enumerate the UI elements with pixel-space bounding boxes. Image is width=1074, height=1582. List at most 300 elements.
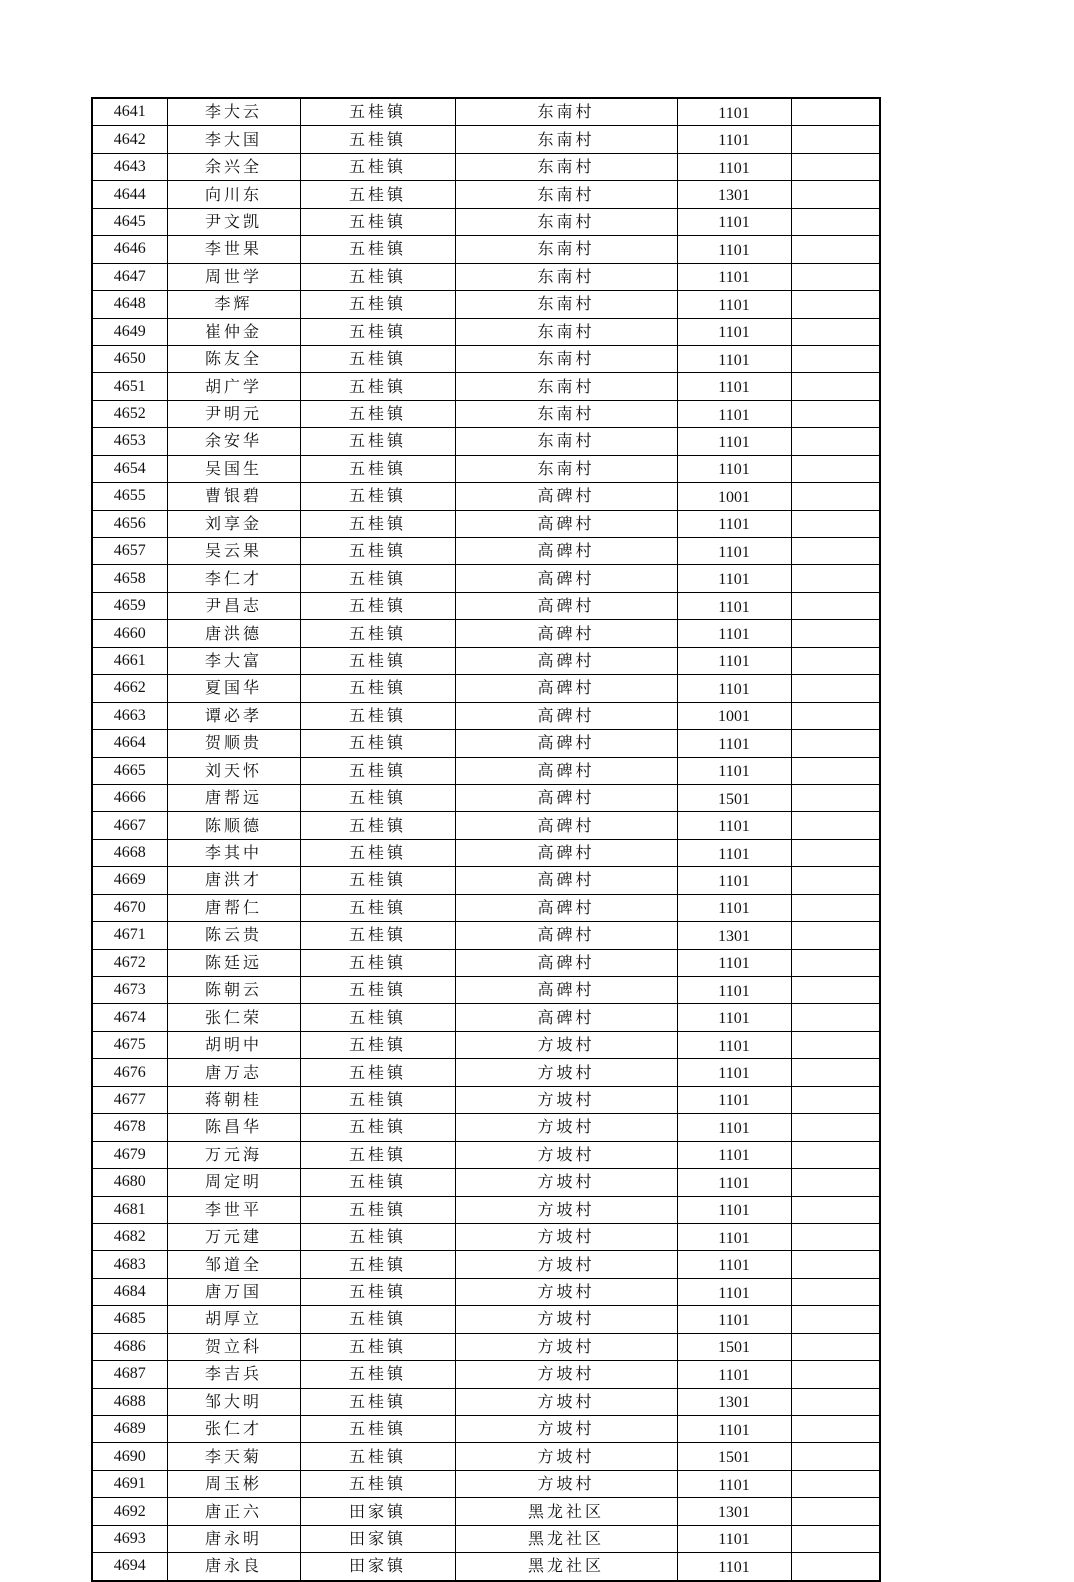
name-cell: 周世学 <box>167 263 300 290</box>
serial-number-cell: 4686 <box>92 1333 167 1360</box>
remark-cell <box>791 318 880 345</box>
town-cell: 五桂镇 <box>300 1086 455 1113</box>
name-cell: 唐正六 <box>167 1498 300 1525</box>
remark-cell <box>791 730 880 757</box>
serial-number-cell: 4694 <box>92 1553 167 1581</box>
name-cell: 向川东 <box>167 181 300 208</box>
code-cell: 1101 <box>677 1223 791 1250</box>
code-cell: 1101 <box>677 1031 791 1058</box>
town-cell: 五桂镇 <box>300 867 455 894</box>
name-cell: 蒋朝桂 <box>167 1086 300 1113</box>
serial-number-cell: 4682 <box>92 1223 167 1250</box>
name-cell: 刘享金 <box>167 510 300 537</box>
village-cell: 方坡村 <box>455 1223 677 1250</box>
code-cell: 1101 <box>677 1169 791 1196</box>
code-cell: 1101 <box>677 1086 791 1113</box>
serial-number-cell: 4690 <box>92 1443 167 1470</box>
code-cell: 1001 <box>677 483 791 510</box>
name-cell: 吴云果 <box>167 538 300 565</box>
town-cell: 五桂镇 <box>300 1278 455 1305</box>
name-cell: 陈顺德 <box>167 812 300 839</box>
town-cell: 五桂镇 <box>300 98 455 126</box>
village-cell: 方坡村 <box>455 1333 677 1360</box>
table-row <box>92 126 880 153</box>
name-cell: 陈友全 <box>167 345 300 372</box>
village-cell: 高碑村 <box>455 730 677 757</box>
code-cell: 1101 <box>677 538 791 565</box>
code-cell: 1101 <box>677 867 791 894</box>
serial-number-cell: 4689 <box>92 1416 167 1443</box>
code-cell: 1101 <box>677 400 791 427</box>
town-cell: 五桂镇 <box>300 922 455 949</box>
table-row <box>92 784 880 811</box>
village-cell: 高碑村 <box>455 812 677 839</box>
name-cell: 陈廷远 <box>167 949 300 976</box>
table-row <box>92 1223 880 1250</box>
town-cell: 五桂镇 <box>300 126 455 153</box>
town-cell: 五桂镇 <box>300 647 455 674</box>
code-cell: 1101 <box>677 1004 791 1031</box>
code-cell: 1101 <box>677 1525 791 1552</box>
serial-number-cell: 4671 <box>92 922 167 949</box>
village-cell: 方坡村 <box>455 1086 677 1113</box>
town-cell: 五桂镇 <box>300 1223 455 1250</box>
town-cell: 五桂镇 <box>300 949 455 976</box>
town-cell: 五桂镇 <box>300 784 455 811</box>
serial-number-cell: 4645 <box>92 208 167 235</box>
town-cell: 五桂镇 <box>300 291 455 318</box>
town-cell: 五桂镇 <box>300 510 455 537</box>
code-cell: 1101 <box>677 1416 791 1443</box>
remark-cell <box>791 1251 880 1278</box>
village-cell: 东南村 <box>455 208 677 235</box>
town-cell: 五桂镇 <box>300 894 455 921</box>
serial-number-cell: 4652 <box>92 400 167 427</box>
table-row <box>92 1278 880 1305</box>
village-cell: 高碑村 <box>455 702 677 729</box>
town-cell: 五桂镇 <box>300 1470 455 1497</box>
remark-cell <box>791 1553 880 1581</box>
town-cell: 五桂镇 <box>300 181 455 208</box>
code-cell: 1301 <box>677 181 791 208</box>
code-cell: 1301 <box>677 1388 791 1415</box>
village-cell: 东南村 <box>455 455 677 482</box>
serial-number-cell: 4657 <box>92 538 167 565</box>
name-cell: 张仁荣 <box>167 1004 300 1031</box>
remark-cell <box>791 922 880 949</box>
town-cell: 五桂镇 <box>300 1169 455 1196</box>
village-cell: 方坡村 <box>455 1169 677 1196</box>
serial-number-cell: 4666 <box>92 784 167 811</box>
remark-cell <box>791 373 880 400</box>
name-cell: 陈朝云 <box>167 977 300 1004</box>
table-row <box>92 483 880 510</box>
name-cell: 吴国生 <box>167 455 300 482</box>
remark-cell <box>791 647 880 674</box>
village-cell: 东南村 <box>455 318 677 345</box>
code-cell: 1101 <box>677 1470 791 1497</box>
village-cell: 方坡村 <box>455 1306 677 1333</box>
serial-number-cell: 4663 <box>92 702 167 729</box>
serial-number-cell: 4641 <box>92 98 167 126</box>
town-cell: 五桂镇 <box>300 236 455 263</box>
town-cell: 田家镇 <box>300 1553 455 1581</box>
remark-cell <box>791 400 880 427</box>
serial-number-cell: 4654 <box>92 455 167 482</box>
village-cell: 高碑村 <box>455 949 677 976</box>
town-cell: 五桂镇 <box>300 153 455 180</box>
name-cell: 余兴全 <box>167 153 300 180</box>
serial-number-cell: 4650 <box>92 345 167 372</box>
table-row <box>92 1031 880 1058</box>
town-cell: 五桂镇 <box>300 1251 455 1278</box>
name-cell: 陈昌华 <box>167 1114 300 1141</box>
code-cell: 1101 <box>677 1361 791 1388</box>
village-cell: 方坡村 <box>455 1443 677 1470</box>
name-cell: 李吉兵 <box>167 1361 300 1388</box>
table-row <box>92 592 880 619</box>
remark-cell <box>791 675 880 702</box>
table-row <box>92 839 880 866</box>
remark-cell <box>791 538 880 565</box>
table-row <box>92 538 880 565</box>
name-cell: 唐帮仁 <box>167 894 300 921</box>
name-cell: 胡明中 <box>167 1031 300 1058</box>
serial-number-cell: 4667 <box>92 812 167 839</box>
village-cell: 高碑村 <box>455 867 677 894</box>
table-row <box>92 1114 880 1141</box>
code-cell: 1101 <box>677 977 791 1004</box>
name-cell: 唐永良 <box>167 1553 300 1581</box>
town-cell: 五桂镇 <box>300 1004 455 1031</box>
name-cell: 胡厚立 <box>167 1306 300 1333</box>
name-cell: 谭必孝 <box>167 702 300 729</box>
table-row <box>92 428 880 455</box>
village-cell: 高碑村 <box>455 922 677 949</box>
village-cell: 黑龙社区 <box>455 1525 677 1552</box>
records-table-body <box>92 98 880 1581</box>
town-cell: 五桂镇 <box>300 455 455 482</box>
code-cell: 1101 <box>677 565 791 592</box>
table-row <box>92 373 880 400</box>
village-cell: 高碑村 <box>455 784 677 811</box>
code-cell: 1101 <box>677 263 791 290</box>
town-cell: 五桂镇 <box>300 565 455 592</box>
name-cell: 尹昌志 <box>167 592 300 619</box>
table-row <box>92 318 880 345</box>
table-row <box>92 1361 880 1388</box>
remark-cell <box>791 510 880 537</box>
name-cell: 李仁才 <box>167 565 300 592</box>
name-cell: 余安华 <box>167 428 300 455</box>
code-cell: 1101 <box>677 373 791 400</box>
table-row <box>92 1498 880 1525</box>
village-cell: 东南村 <box>455 428 677 455</box>
village-cell: 方坡村 <box>455 1031 677 1058</box>
code-cell: 1101 <box>677 126 791 153</box>
serial-number-cell: 4659 <box>92 592 167 619</box>
remark-cell <box>791 592 880 619</box>
town-cell: 五桂镇 <box>300 345 455 372</box>
serial-number-cell: 4668 <box>92 839 167 866</box>
remark-cell <box>791 1361 880 1388</box>
code-cell: 1501 <box>677 1443 791 1470</box>
serial-number-cell: 4693 <box>92 1525 167 1552</box>
table-row <box>92 98 880 126</box>
town-cell: 五桂镇 <box>300 812 455 839</box>
name-cell: 李大国 <box>167 126 300 153</box>
table-row <box>92 1470 880 1497</box>
remark-cell <box>791 208 880 235</box>
village-cell: 方坡村 <box>455 1059 677 1086</box>
town-cell: 五桂镇 <box>300 1196 455 1223</box>
serial-number-cell: 4660 <box>92 620 167 647</box>
name-cell: 李世平 <box>167 1196 300 1223</box>
code-cell: 1101 <box>677 1278 791 1305</box>
name-cell: 李辉 <box>167 291 300 318</box>
table-row <box>92 977 880 1004</box>
village-cell: 黑龙社区 <box>455 1553 677 1581</box>
name-cell: 周玉彬 <box>167 1470 300 1497</box>
table-row <box>92 1388 880 1415</box>
village-cell: 东南村 <box>455 345 677 372</box>
remark-cell <box>791 620 880 647</box>
name-cell: 夏国华 <box>167 675 300 702</box>
remark-cell <box>791 1004 880 1031</box>
village-cell: 东南村 <box>455 236 677 263</box>
name-cell: 周定明 <box>167 1169 300 1196</box>
name-cell: 唐洪才 <box>167 867 300 894</box>
remark-cell <box>791 483 880 510</box>
serial-number-cell: 4655 <box>92 483 167 510</box>
remark-cell <box>791 565 880 592</box>
table-row <box>92 894 880 921</box>
town-cell: 五桂镇 <box>300 1031 455 1058</box>
village-cell: 东南村 <box>455 98 677 126</box>
serial-number-cell: 4688 <box>92 1388 167 1415</box>
remark-cell <box>791 428 880 455</box>
remark-cell <box>791 1525 880 1552</box>
village-cell: 高碑村 <box>455 647 677 674</box>
table-row <box>92 867 880 894</box>
code-cell: 1101 <box>677 236 791 263</box>
serial-number-cell: 4647 <box>92 263 167 290</box>
serial-number-cell: 4679 <box>92 1141 167 1168</box>
records-table <box>91 97 881 1582</box>
code-cell: 1501 <box>677 784 791 811</box>
name-cell: 李世果 <box>167 236 300 263</box>
village-cell: 高碑村 <box>455 839 677 866</box>
code-cell: 1101 <box>677 208 791 235</box>
remark-cell <box>791 1498 880 1525</box>
serial-number-cell: 4675 <box>92 1031 167 1058</box>
serial-number-cell: 4677 <box>92 1086 167 1113</box>
table-row <box>92 263 880 290</box>
table-row <box>92 702 880 729</box>
name-cell: 邹大明 <box>167 1388 300 1415</box>
serial-number-cell: 4646 <box>92 236 167 263</box>
town-cell: 五桂镇 <box>300 1361 455 1388</box>
town-cell: 五桂镇 <box>300 620 455 647</box>
town-cell: 五桂镇 <box>300 1114 455 1141</box>
remark-cell <box>791 291 880 318</box>
town-cell: 田家镇 <box>300 1525 455 1552</box>
code-cell: 1101 <box>677 98 791 126</box>
code-cell: 1101 <box>677 675 791 702</box>
table-row <box>92 675 880 702</box>
table-row <box>92 510 880 537</box>
town-cell: 田家镇 <box>300 1498 455 1525</box>
serial-number-cell: 4692 <box>92 1498 167 1525</box>
name-cell: 尹文凯 <box>167 208 300 235</box>
village-cell: 方坡村 <box>455 1251 677 1278</box>
serial-number-cell: 4687 <box>92 1361 167 1388</box>
serial-number-cell: 4656 <box>92 510 167 537</box>
village-cell: 高碑村 <box>455 1004 677 1031</box>
code-cell: 1501 <box>677 1333 791 1360</box>
name-cell: 李大富 <box>167 647 300 674</box>
village-cell: 方坡村 <box>455 1196 677 1223</box>
code-cell: 1101 <box>677 1251 791 1278</box>
village-cell: 方坡村 <box>455 1278 677 1305</box>
table-row <box>92 345 880 372</box>
serial-number-cell: 4676 <box>92 1059 167 1086</box>
village-cell: 高碑村 <box>455 894 677 921</box>
table-row <box>92 565 880 592</box>
remark-cell <box>791 345 880 372</box>
table-row <box>92 1251 880 1278</box>
serial-number-cell: 4683 <box>92 1251 167 1278</box>
table-row <box>92 236 880 263</box>
village-cell: 高碑村 <box>455 620 677 647</box>
name-cell: 唐万志 <box>167 1059 300 1086</box>
name-cell: 万元海 <box>167 1141 300 1168</box>
village-cell: 方坡村 <box>455 1114 677 1141</box>
code-cell: 1101 <box>677 1114 791 1141</box>
town-cell: 五桂镇 <box>300 428 455 455</box>
remark-cell <box>791 812 880 839</box>
name-cell: 张仁才 <box>167 1416 300 1443</box>
remark-cell <box>791 1059 880 1086</box>
serial-number-cell: 4644 <box>92 181 167 208</box>
remark-cell <box>791 894 880 921</box>
table-row <box>92 949 880 976</box>
code-cell: 1101 <box>677 318 791 345</box>
remark-cell <box>791 839 880 866</box>
table-row <box>92 455 880 482</box>
serial-number-cell: 4691 <box>92 1470 167 1497</box>
code-cell: 1101 <box>677 455 791 482</box>
serial-number-cell: 4661 <box>92 647 167 674</box>
village-cell: 高碑村 <box>455 510 677 537</box>
remark-cell <box>791 1223 880 1250</box>
serial-number-cell: 4672 <box>92 949 167 976</box>
town-cell: 五桂镇 <box>300 730 455 757</box>
remark-cell <box>791 1470 880 1497</box>
remark-cell <box>791 1196 880 1223</box>
remark-cell <box>791 455 880 482</box>
name-cell: 刘天怀 <box>167 757 300 784</box>
serial-number-cell: 4642 <box>92 126 167 153</box>
serial-number-cell: 4665 <box>92 757 167 784</box>
serial-number-cell: 4649 <box>92 318 167 345</box>
code-cell: 1101 <box>677 291 791 318</box>
table-row <box>92 730 880 757</box>
serial-number-cell: 4684 <box>92 1278 167 1305</box>
table-row <box>92 812 880 839</box>
serial-number-cell: 4674 <box>92 1004 167 1031</box>
code-cell: 1301 <box>677 922 791 949</box>
remark-cell <box>791 1333 880 1360</box>
serial-number-cell: 4670 <box>92 894 167 921</box>
table-row <box>92 1169 880 1196</box>
serial-number-cell: 4651 <box>92 373 167 400</box>
remark-cell <box>791 181 880 208</box>
table-row <box>92 1196 880 1223</box>
table-row <box>92 1525 880 1552</box>
remark-cell <box>791 263 880 290</box>
village-cell: 东南村 <box>455 126 677 153</box>
serial-number-cell: 4685 <box>92 1306 167 1333</box>
code-cell: 1101 <box>677 757 791 784</box>
name-cell: 崔仲金 <box>167 318 300 345</box>
name-cell: 陈云贵 <box>167 922 300 949</box>
code-cell: 1101 <box>677 345 791 372</box>
code-cell: 1101 <box>677 647 791 674</box>
code-cell: 1101 <box>677 592 791 619</box>
code-cell: 1301 <box>677 1498 791 1525</box>
remark-cell <box>791 1416 880 1443</box>
remark-cell <box>791 126 880 153</box>
town-cell: 五桂镇 <box>300 1306 455 1333</box>
remark-cell <box>791 236 880 263</box>
serial-number-cell: 4669 <box>92 867 167 894</box>
village-cell: 高碑村 <box>455 977 677 1004</box>
code-cell: 1001 <box>677 702 791 729</box>
village-cell: 高碑村 <box>455 592 677 619</box>
code-cell: 1101 <box>677 153 791 180</box>
village-cell: 东南村 <box>455 373 677 400</box>
table-row <box>92 1553 880 1581</box>
remark-cell <box>791 1169 880 1196</box>
name-cell: 胡广学 <box>167 373 300 400</box>
village-cell: 东南村 <box>455 291 677 318</box>
code-cell: 1101 <box>677 428 791 455</box>
table-row <box>92 1141 880 1168</box>
table-row <box>92 1086 880 1113</box>
remark-cell <box>791 702 880 729</box>
table-row <box>92 400 880 427</box>
code-cell: 1101 <box>677 949 791 976</box>
code-cell: 1101 <box>677 510 791 537</box>
table-row <box>92 647 880 674</box>
code-cell: 1101 <box>677 1141 791 1168</box>
town-cell: 五桂镇 <box>300 400 455 427</box>
serial-number-cell: 4662 <box>92 675 167 702</box>
table-row <box>92 1306 880 1333</box>
village-cell: 方坡村 <box>455 1361 677 1388</box>
serial-number-cell: 4678 <box>92 1114 167 1141</box>
name-cell: 李其中 <box>167 839 300 866</box>
name-cell: 万元建 <box>167 1223 300 1250</box>
village-cell: 方坡村 <box>455 1141 677 1168</box>
serial-number-cell: 4680 <box>92 1169 167 1196</box>
serial-number-cell: 4664 <box>92 730 167 757</box>
serial-number-cell: 4681 <box>92 1196 167 1223</box>
remark-cell <box>791 949 880 976</box>
town-cell: 五桂镇 <box>300 1333 455 1360</box>
remark-cell <box>791 98 880 126</box>
